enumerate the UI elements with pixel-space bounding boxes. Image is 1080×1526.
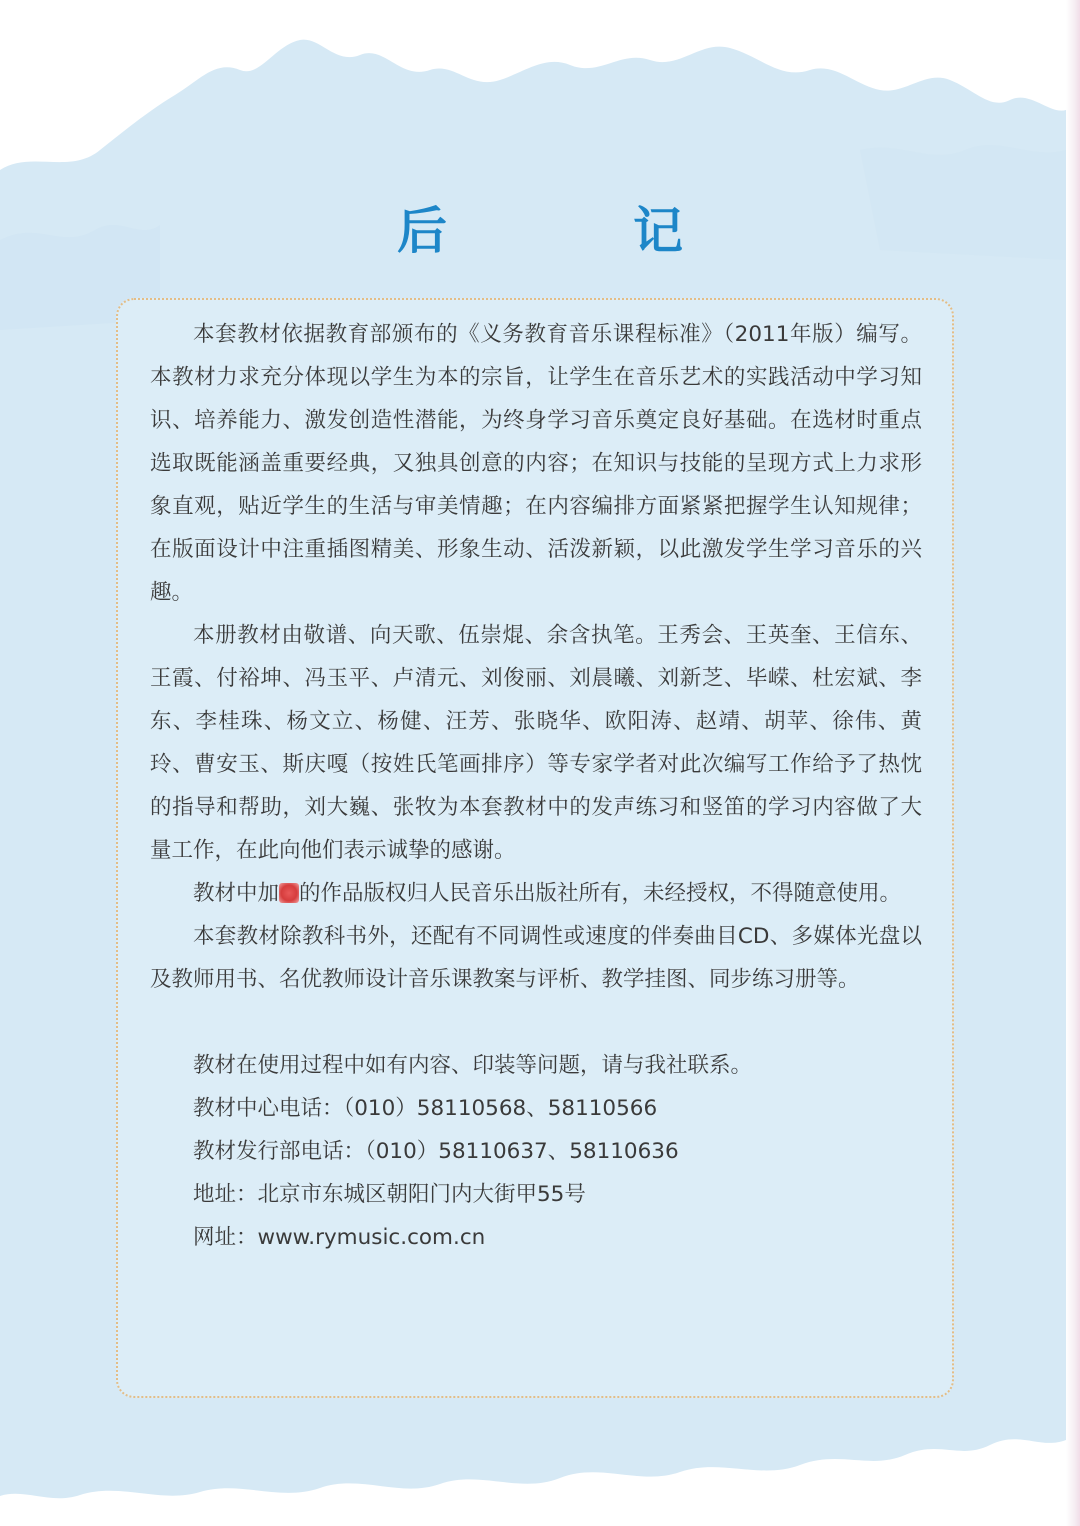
paragraph-acknowledgements: 本册教材由敬谱、向天歌、伍崇焜、余含执笔。王秀会、王英奎、王信东、王霞、付裕坤、冯玉平、卢清元、刘俊丽、刘晨曦、刘新芝、毕嵘、杜宏斌、李东、李桂珠、杨文立、杨健、汪芳、张晓华、欧阳涛、赵靖、胡苹、徐伟、黄玲、曹安玉、斯庆嘎（按姓氏笔画排序）等专家学者对此次编写工作给予了热忱的指导和帮助，刘大巍、张牧为本套教材中的发声练习和竖笛的学习内容做了大量工作，在此向他们表示诚挚的感谢。	[150, 623, 922, 863]
contact-distribution-phone: 教材发行部电话：（010）58110637、58110636	[193, 1139, 679, 1164]
paragraph-copyright	[150, 872, 922, 915]
copyright-text-before: 教材中加	[193, 881, 280, 906]
contact-center-phone: 教材中心电话：（010）58110568、58110566	[193, 1096, 658, 1121]
contact-address: 地址：北京市东城区朝阳门内大街甲55号	[193, 1182, 586, 1207]
paragraph-supplements: 本套教材除教科书外，还配有不同调性或速度的伴奏曲目CD、多媒体光盘以及教师用书、名优教师设计音乐课教案与评析、教学挂图、同步练习册等。	[150, 924, 922, 992]
paragraph-curriculum: 本套教材依据教育部颁布的《义务教育音乐课程标准》（2011年版）编写。本教材力求充分体现以学生为本的宗旨，让学生在音乐艺术的实践活动中学习知识、培养能力、激发创造性潜能，为终身学习音乐奠定良好基础。在选材时重点选取既能涵盖重要经典，又独具创意的内容；在知识与技能的呈现方式上力求形象直观，贴近学生的生活与审美情趣；在内容编排方面紧紧把握学生认知规律；在版面设计中注重插图精美、形象生动、活泼新颖，以此激发学生学习音乐的兴趣。	[150, 322, 922, 605]
afterword-text	[150, 313, 922, 1259]
red-stamp-mark-icon	[279, 883, 299, 903]
contact-website: 网址：www.rymusic.com.cn	[193, 1225, 486, 1250]
page-title: 后 记	[397, 202, 751, 260]
contact-block	[150, 1044, 922, 1259]
contact-intro: 教材在使用过程中如有内容、印装等问题，请与我社联系。	[193, 1053, 753, 1078]
copyright-text-after: 的作品版权归人民音乐出版社所有，未经授权，不得随意使用。	[299, 881, 902, 906]
